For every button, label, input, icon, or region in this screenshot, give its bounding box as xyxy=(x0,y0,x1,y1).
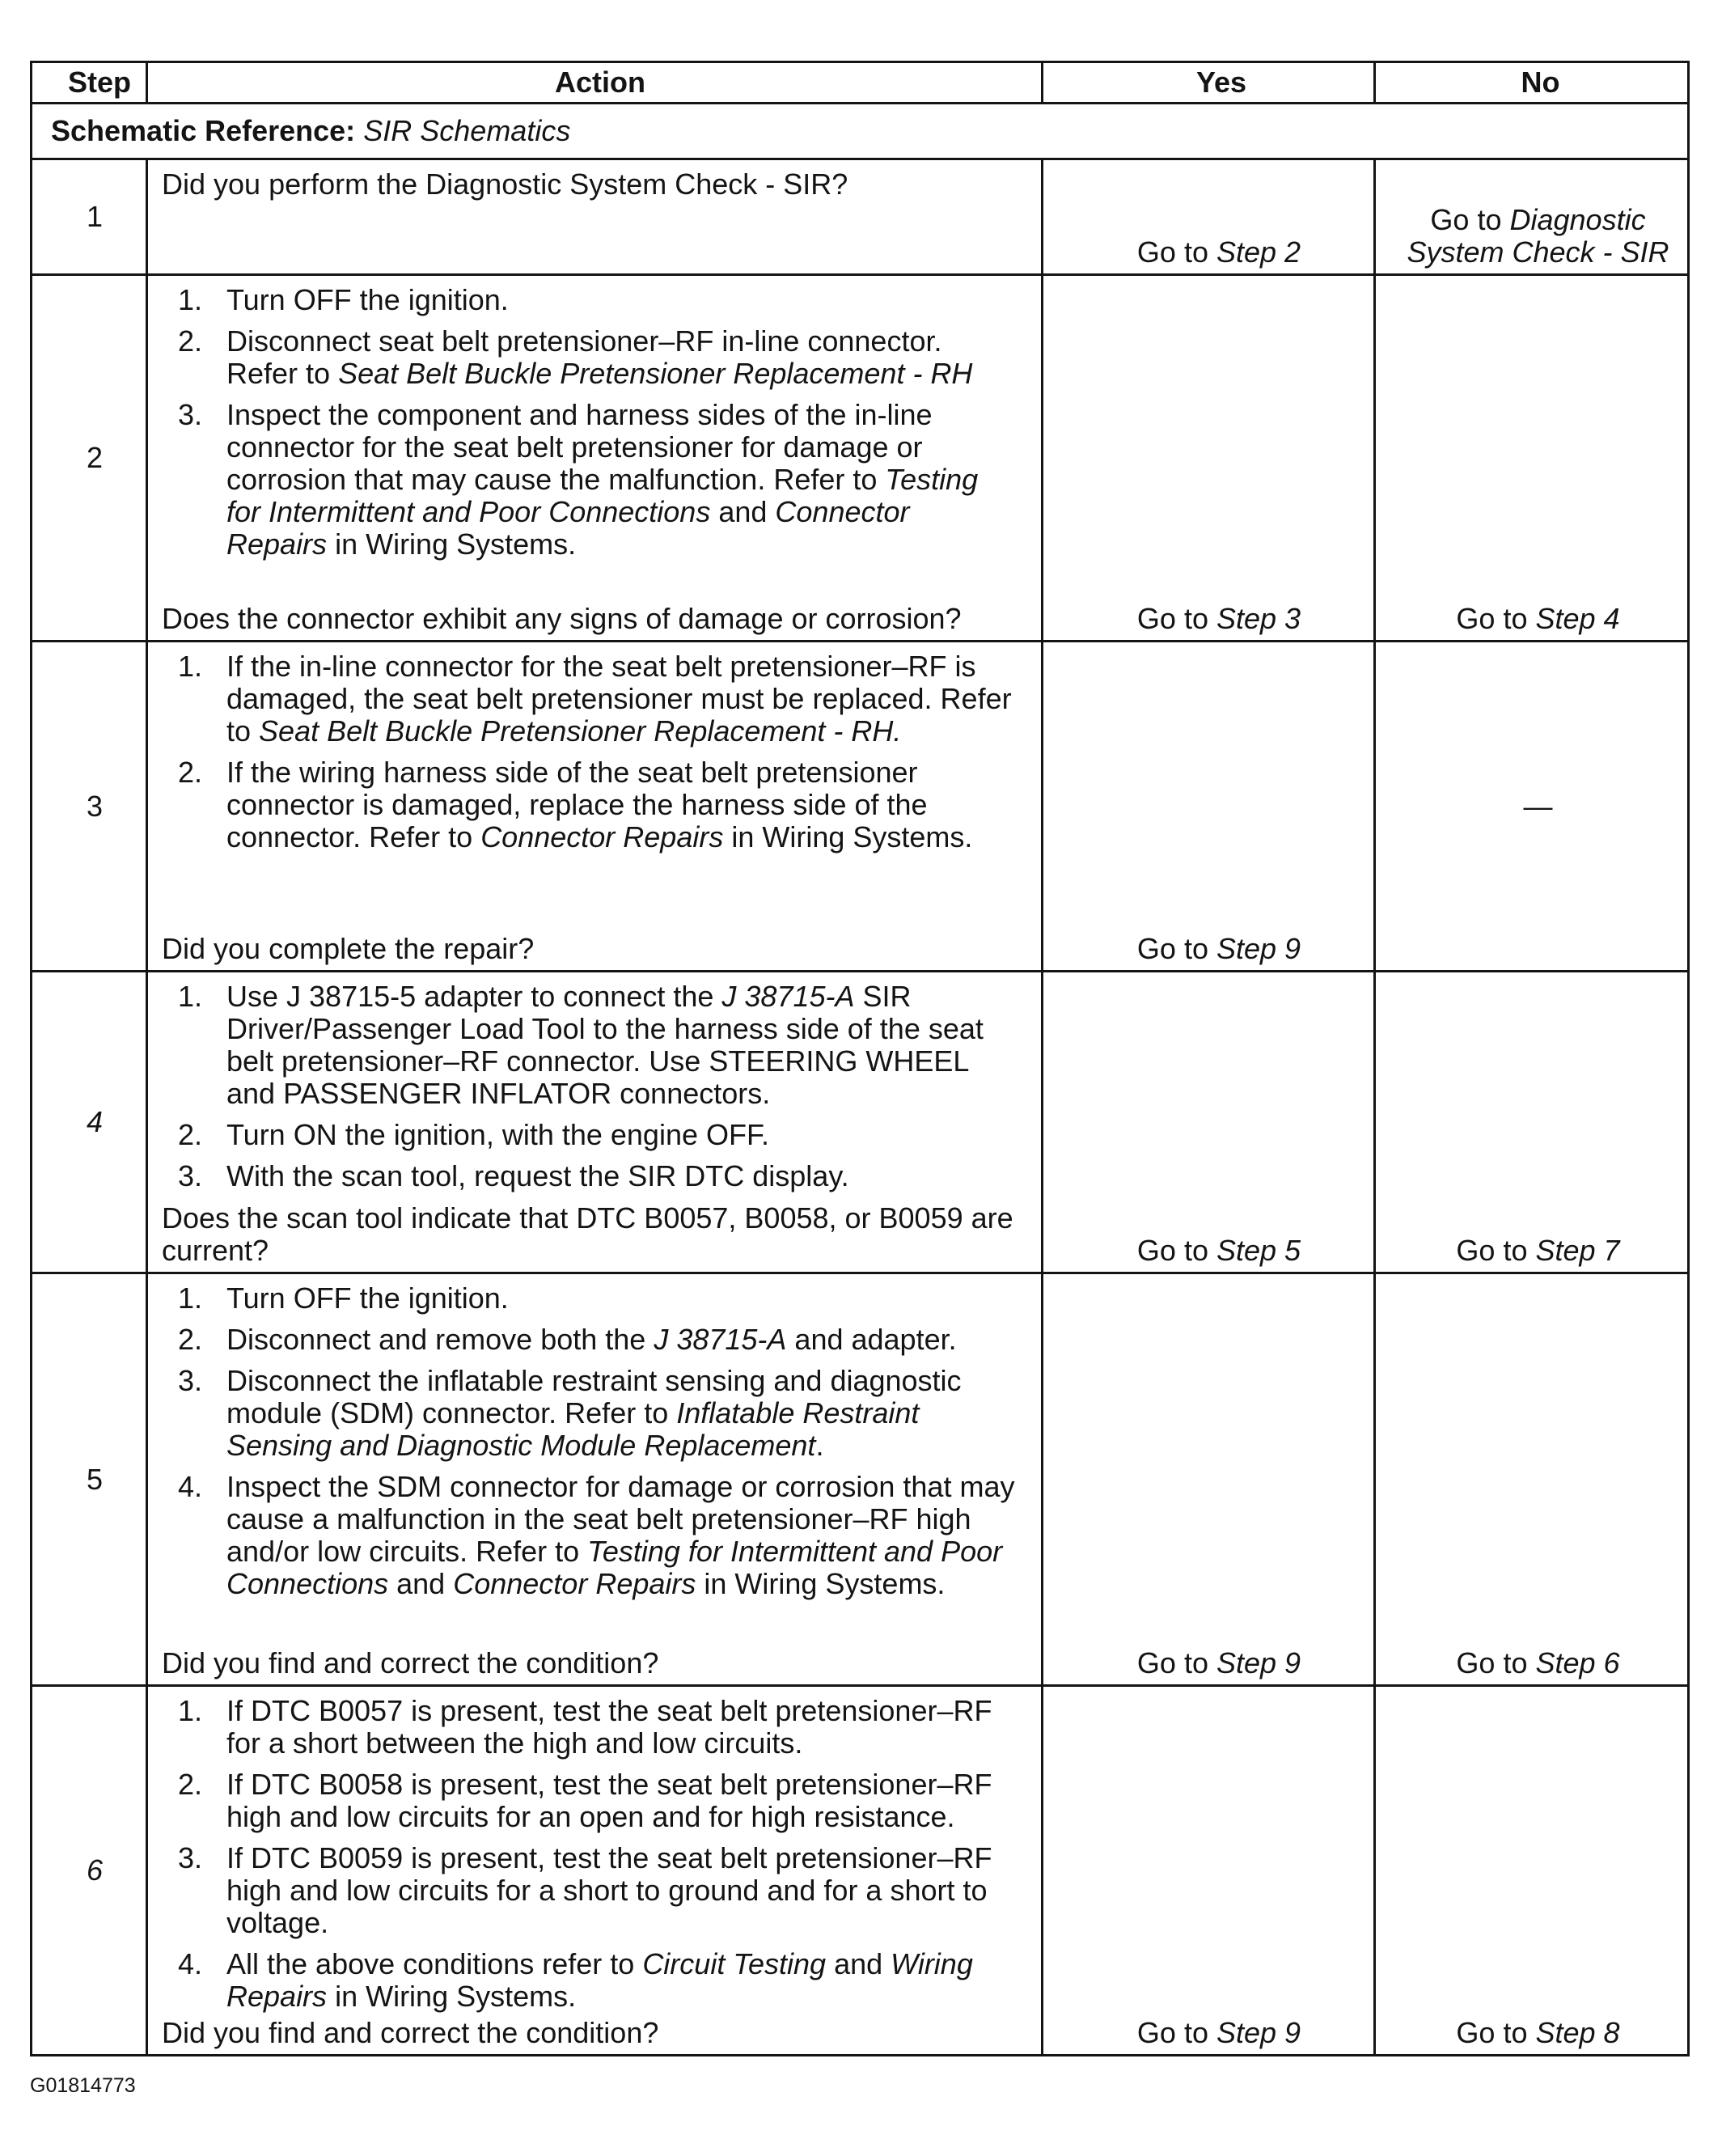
text-run: Turn OFF the ignition. xyxy=(226,1281,509,1315)
yes-result-line xyxy=(1137,236,1301,269)
action-step-text xyxy=(226,284,1033,316)
text-run: belt pretensioner–RF connector. Use STEERING WHEEL xyxy=(226,1044,970,1078)
text-run: Disconnect seat belt pretensioner–RF in-line connector. xyxy=(226,324,942,358)
text-run: Does the connector exhibit any signs of damage or corrosion? xyxy=(162,602,962,635)
action-step-list xyxy=(162,284,1033,561)
italic-reference-text: Connector Repairs xyxy=(453,1567,696,1600)
action-step-item xyxy=(162,650,1033,748)
text-line xyxy=(226,1695,1033,1727)
header-action: Action xyxy=(146,63,1041,102)
text-run: Use J 38715-5 adapter to connect the xyxy=(226,980,722,1013)
action-cell xyxy=(146,642,1041,970)
text-run: and/or low circuits. Refer to xyxy=(226,1535,588,1568)
italic-reference-text: Step 9 xyxy=(1216,2016,1301,2049)
action-step-number: 4. xyxy=(177,1947,202,1980)
text-run: Did you find and correct the condition? xyxy=(162,1646,659,1679)
step-number: 6 xyxy=(86,1853,104,1887)
action-question xyxy=(162,603,1033,635)
action-step-item xyxy=(162,1948,1033,2013)
action-step-text xyxy=(226,1119,1033,1151)
text-run: Inspect the component and harness sides of the in-line xyxy=(226,398,933,431)
italic-reference-text: Wiring xyxy=(891,1947,973,1980)
text-run: Refer to xyxy=(226,357,339,390)
action-question xyxy=(162,168,1033,201)
italic-reference-text: Repairs xyxy=(226,1980,328,2013)
text-line xyxy=(226,399,1033,431)
italic-reference-text: Step 2 xyxy=(1216,235,1301,269)
text-line xyxy=(226,650,1033,683)
text-run: Go to xyxy=(1136,2016,1216,2049)
step-cell xyxy=(32,160,146,273)
action-step-list xyxy=(162,981,1033,1192)
action-step-text xyxy=(226,1768,1033,1833)
text-run: Did you perform the Diagnostic System Check - SIR? xyxy=(162,167,848,201)
text-line xyxy=(226,1801,1033,1833)
action-step-item xyxy=(162,1282,1033,1315)
action-step-text xyxy=(226,981,1033,1110)
italic-reference-text: Step 5 xyxy=(1216,1234,1301,1267)
action-step-number: 2. xyxy=(177,1768,202,1801)
step-row xyxy=(32,1684,1687,2054)
action-step-number: 3. xyxy=(177,1159,202,1192)
text-run: in Wiring Systems. xyxy=(723,820,973,854)
action-step-text xyxy=(226,1282,1033,1315)
action-step-number: 1. xyxy=(177,1281,202,1315)
action-cell xyxy=(146,1687,1041,2054)
text-run: in Wiring Systems. xyxy=(327,1980,577,2013)
text-run: cause a malfunction in the seat belt pretensioner–RF high xyxy=(226,1502,971,1535)
text-run: connector. Refer to xyxy=(226,820,481,854)
step-row xyxy=(32,970,1687,1272)
text-run: Turn OFF the ignition. xyxy=(226,283,509,316)
italic-reference-text: System Check - SIR xyxy=(1407,235,1669,269)
text-line xyxy=(226,464,1033,496)
yes-cell xyxy=(1041,276,1373,640)
action-question xyxy=(162,1647,1033,1679)
text-run: SIR xyxy=(854,980,912,1013)
text-run: Did you complete the repair? xyxy=(162,932,535,965)
schematic-reference-label: Schematic Reference: xyxy=(51,114,356,147)
yes-result-line xyxy=(1137,1647,1301,1679)
text-line xyxy=(226,325,1033,358)
text-line xyxy=(226,1282,1033,1315)
italic-reference-text: Connector xyxy=(775,495,910,528)
step-cell xyxy=(32,1274,146,1684)
text-line xyxy=(226,1535,1033,1568)
step-cell xyxy=(32,1687,146,2054)
action-step-text xyxy=(226,399,1033,561)
text-run: corrosion that may cause the malfunction. Refer to xyxy=(226,463,886,496)
italic-reference-text: Connector Repairs xyxy=(480,820,724,854)
text-run: damaged, the seat belt pretensioner must be replaced. Refer xyxy=(226,682,1012,715)
yes-cell xyxy=(1041,642,1373,970)
action-cell xyxy=(146,972,1041,1272)
action-step-item xyxy=(162,1842,1033,1939)
text-run: module (SDM) connector. Refer to xyxy=(226,1396,677,1430)
action-step-text xyxy=(226,1695,1033,1760)
italic-reference-text: Inflatable Restraint xyxy=(676,1396,920,1430)
no-result-line xyxy=(1407,236,1669,269)
text-run: and xyxy=(388,1567,454,1600)
step-number: 2 xyxy=(86,441,104,474)
text-run: — xyxy=(1523,789,1553,823)
text-line xyxy=(226,1045,1033,1078)
step-number: 1 xyxy=(86,200,104,233)
italic-reference-text: Diagnostic xyxy=(1509,203,1646,236)
text-run: high and low circuits for a short to ground and for a short to xyxy=(226,1874,988,1907)
action-step-number: 3. xyxy=(177,1364,202,1397)
yes-result-line xyxy=(1137,2017,1301,2049)
action-step-item xyxy=(162,981,1033,1110)
yes-cell xyxy=(1041,160,1373,273)
text-run: If the wiring harness side of the seat belt pretensioner xyxy=(226,756,918,789)
text-run: Go to xyxy=(1136,602,1216,635)
text-run: in Wiring Systems. xyxy=(696,1567,946,1600)
action-cell xyxy=(146,276,1041,640)
yes-result-line xyxy=(1137,933,1301,965)
action-step-item xyxy=(162,1471,1033,1600)
text-run: . xyxy=(815,1429,824,1462)
action-cell xyxy=(146,1274,1041,1684)
schematic-reference-row xyxy=(32,102,1687,158)
question-line xyxy=(162,168,1033,201)
action-step-number: 3. xyxy=(177,398,202,431)
text-run: Go to xyxy=(1456,2016,1536,2049)
action-question xyxy=(162,2017,1033,2049)
action-step-item xyxy=(162,756,1033,854)
action-step-item xyxy=(162,1160,1033,1192)
action-step-item xyxy=(162,284,1033,316)
text-line xyxy=(226,683,1033,715)
no-result-line xyxy=(1456,2017,1619,2049)
text-line xyxy=(226,1013,1033,1045)
text-run: Did you find and correct the condition? xyxy=(162,2016,659,2049)
text-line xyxy=(226,981,1033,1013)
yes-cell xyxy=(1041,1274,1373,1684)
action-step-text xyxy=(226,650,1033,748)
text-run: current? xyxy=(162,1234,269,1267)
italic-reference-text: Step 9 xyxy=(1216,1646,1301,1679)
no-cell xyxy=(1373,972,1687,1272)
header-no: No xyxy=(1373,63,1687,102)
text-run: and PASSENGER INFLATOR connectors. xyxy=(226,1077,771,1110)
text-line xyxy=(226,1768,1033,1801)
text-run: If the in-line connector for the seat belt pretensioner–RF is xyxy=(226,650,976,683)
italic-reference-text: Seat Belt Buckle Pretensioner Replacement - RH xyxy=(338,357,973,390)
action-step-item xyxy=(162,325,1033,390)
no-result-line xyxy=(1430,204,1645,236)
text-run: Go to xyxy=(1136,932,1216,965)
action-step-number: 4. xyxy=(177,1470,202,1503)
text-line xyxy=(226,1119,1033,1151)
text-run: Go to xyxy=(1136,1646,1216,1679)
step-cell xyxy=(32,972,146,1272)
text-line xyxy=(226,528,1033,561)
text-run: If DTC B0059 is present, test the seat belt pretensioner–RF xyxy=(226,1841,992,1874)
action-step-number: 2. xyxy=(177,1118,202,1151)
action-cell xyxy=(146,160,1041,273)
text-run: to xyxy=(226,714,260,748)
text-run: voltage. xyxy=(226,1906,329,1939)
step-cell xyxy=(32,276,146,640)
text-run: If DTC B0057 is present, test the seat belt pretensioner–RF xyxy=(226,1694,992,1727)
text-run: and xyxy=(710,495,776,528)
text-run: All the above conditions refer to xyxy=(226,1947,643,1980)
text-line xyxy=(226,358,1033,390)
text-run: Inspect the SDM connector for damage or corrosion that may xyxy=(226,1470,1015,1503)
action-step-text xyxy=(226,756,1033,854)
header-step: Step xyxy=(67,66,131,99)
text-run: Driver/Passenger Load Tool to the harness side of the seat xyxy=(226,1012,984,1045)
action-step-number: 2. xyxy=(177,1323,202,1356)
text-run: Go to xyxy=(1456,1646,1536,1679)
italic-reference-text: Seat Belt Buckle Pretensioner Replacement - RH. xyxy=(259,714,902,748)
action-step-text xyxy=(226,1160,1033,1192)
action-step-text xyxy=(226,1471,1033,1600)
no-result-line xyxy=(1456,1647,1619,1679)
diagnostic-steps xyxy=(32,158,1687,2054)
no-cell xyxy=(1373,1687,1687,2054)
text-run: and adapter. xyxy=(786,1323,957,1356)
header-yes: Yes xyxy=(1041,63,1373,102)
italic-reference-text: Testing xyxy=(885,463,979,496)
text-line xyxy=(226,756,1033,789)
yes-result-line xyxy=(1137,603,1301,635)
italic-reference-text: J 38715-A xyxy=(654,1323,787,1356)
question-line xyxy=(162,603,1033,635)
question-line xyxy=(162,933,1033,965)
no-cell xyxy=(1373,642,1687,970)
text-run: Does the scan tool indicate that DTC B0057, B0058, or B0059 are xyxy=(162,1201,1013,1235)
text-run: Turn ON the ignition, with the engine OFF. xyxy=(226,1118,769,1151)
italic-reference-text: Step 9 xyxy=(1216,932,1301,965)
text-line xyxy=(226,431,1033,464)
action-step-text xyxy=(226,325,1033,390)
action-step-item xyxy=(162,1695,1033,1760)
text-line xyxy=(226,1948,1033,1980)
italic-reference-text: Circuit Testing xyxy=(642,1947,827,1980)
yes-cell xyxy=(1041,972,1373,1272)
action-question xyxy=(162,933,1033,965)
italic-reference-text: Testing for Intermittent and Poor xyxy=(587,1535,1003,1568)
action-step-number: 2. xyxy=(177,324,202,358)
yes-result-line xyxy=(1137,1235,1301,1267)
action-step-text xyxy=(226,1842,1033,1939)
text-line xyxy=(226,1874,1033,1907)
text-line xyxy=(226,1397,1033,1430)
text-run: Go to xyxy=(1136,1234,1216,1267)
italic-reference-text: Step 6 xyxy=(1535,1646,1620,1679)
table-header-row xyxy=(32,63,1687,102)
action-step-number: 2. xyxy=(177,756,202,789)
action-step-item xyxy=(162,1119,1033,1151)
text-run: With the scan tool, request the SIR DTC display. xyxy=(226,1159,849,1192)
text-run: Go to xyxy=(1136,235,1216,269)
text-line xyxy=(226,1907,1033,1939)
action-step-number: 1. xyxy=(177,980,202,1013)
text-run: Disconnect and remove both the xyxy=(226,1323,654,1356)
question-line xyxy=(162,1647,1033,1679)
step-row xyxy=(32,273,1687,640)
text-run: Go to xyxy=(1456,1234,1536,1267)
no-cell xyxy=(1373,1274,1687,1684)
italic-reference-text: Step 8 xyxy=(1535,2016,1620,2049)
step-row xyxy=(32,158,1687,273)
question-line xyxy=(162,2017,1033,2049)
action-step-number: 1. xyxy=(177,650,202,683)
action-step-item xyxy=(162,1768,1033,1833)
text-line xyxy=(226,496,1033,528)
no-cell xyxy=(1373,160,1687,273)
text-line xyxy=(226,789,1033,821)
action-step-list xyxy=(162,650,1033,854)
action-step-list xyxy=(162,1282,1033,1600)
text-line xyxy=(226,1160,1033,1192)
question-line xyxy=(162,1202,1033,1235)
schematic-reference-value: SIR Schematics xyxy=(363,114,571,147)
text-line xyxy=(226,1430,1033,1462)
text-line xyxy=(226,821,1033,854)
text-line xyxy=(226,1503,1033,1535)
text-line xyxy=(226,1727,1033,1760)
text-line xyxy=(226,1568,1033,1600)
step-row xyxy=(32,1272,1687,1684)
step-number: 5 xyxy=(86,1462,104,1496)
action-question xyxy=(162,1202,1033,1267)
action-step-text xyxy=(226,1324,1033,1356)
diagnostic-table xyxy=(30,61,1690,2056)
text-run: high and low circuits for an open and for high resistance. xyxy=(226,1800,955,1833)
no-result-line xyxy=(1456,603,1619,635)
figure-id: G01814773 xyxy=(30,2074,136,2097)
no-result-line xyxy=(1524,790,1553,823)
action-step-text xyxy=(226,1948,1033,2013)
question-line xyxy=(162,1235,1033,1267)
italic-reference-text: Step 3 xyxy=(1216,602,1301,635)
action-step-number: 3. xyxy=(177,1841,202,1874)
text-line xyxy=(226,284,1033,316)
italic-reference-text: J 38715-A xyxy=(721,980,855,1013)
text-line xyxy=(226,1078,1033,1110)
italic-reference-text: Step 4 xyxy=(1535,602,1620,635)
action-step-item xyxy=(162,1324,1033,1356)
text-line xyxy=(226,1471,1033,1503)
action-step-item xyxy=(162,1365,1033,1462)
text-run: and xyxy=(826,1947,891,1980)
italic-reference-text: Step 7 xyxy=(1535,1234,1620,1267)
text-line xyxy=(226,1842,1033,1874)
text-line xyxy=(226,1324,1033,1356)
step-cell xyxy=(32,642,146,970)
action-step-item xyxy=(162,399,1033,561)
italic-reference-text: Connections xyxy=(226,1567,389,1600)
no-cell xyxy=(1373,276,1687,640)
text-run: for a short between the high and low circuits. xyxy=(226,1726,803,1760)
italic-reference-text: Sensing and Diagnostic Module Replacement xyxy=(226,1429,816,1462)
text-run: connector for the seat belt pretensioner for damage or xyxy=(226,430,923,464)
step-number: 3 xyxy=(86,789,104,823)
step-number: 4 xyxy=(86,1105,104,1138)
text-line xyxy=(226,1980,1033,2013)
italic-reference-text: for Intermittent and Poor Connections xyxy=(226,495,711,528)
step-row xyxy=(32,640,1687,970)
text-line xyxy=(226,715,1033,748)
action-step-number: 1. xyxy=(177,1694,202,1727)
text-run: Disconnect the inflatable restraint sensing and diagnostic xyxy=(226,1364,962,1397)
text-run: Go to xyxy=(1456,602,1536,635)
text-run: If DTC B0058 is present, test the seat belt pretensioner–RF xyxy=(226,1768,992,1801)
action-step-number: 1. xyxy=(177,283,202,316)
yes-cell xyxy=(1041,1687,1373,2054)
text-line xyxy=(226,1365,1033,1397)
text-run: Go to xyxy=(1430,203,1510,236)
text-run: connector is damaged, replace the harness side of the xyxy=(226,788,928,821)
action-step-text xyxy=(226,1365,1033,1462)
action-step-list xyxy=(162,1695,1033,2013)
text-run: in Wiring Systems. xyxy=(327,527,577,561)
italic-reference-text: Repairs xyxy=(226,527,328,561)
no-result-line xyxy=(1456,1235,1619,1267)
